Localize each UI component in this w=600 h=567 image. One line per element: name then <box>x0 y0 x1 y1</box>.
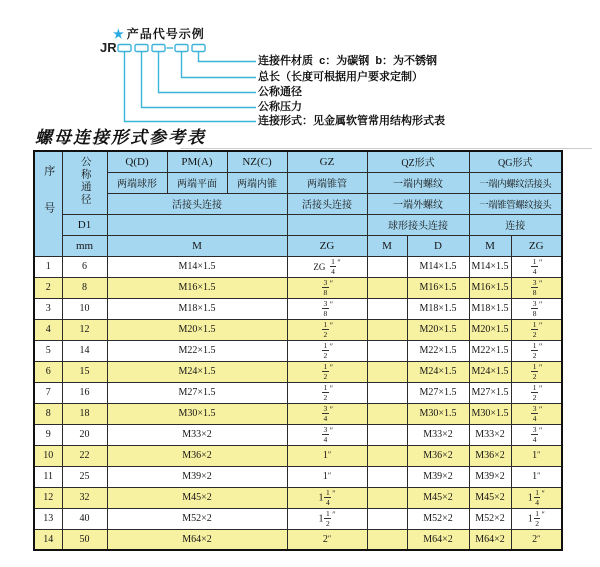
qg-m-thread: M16×1.5 <box>469 277 511 298</box>
diagram-title-text: 产品代号示例 <box>126 27 205 41</box>
dn-mm: 40 <box>62 508 107 529</box>
code-prefix: JR <box>100 40 117 55</box>
table-row <box>34 319 562 340</box>
row-number: 10 <box>34 445 62 466</box>
code-box-5 <box>192 45 205 52</box>
row-number: 12 <box>34 487 62 508</box>
row-number: 7 <box>34 382 62 403</box>
qg-zg-thread: 1 $\frac{1}{4}$ ″ <box>511 487 562 508</box>
row-number: 14 <box>34 529 62 550</box>
m-thread: M20×1.5 <box>107 319 287 340</box>
qg-zg-thread: $\frac{3}{8}$ ″ <box>511 277 562 298</box>
m-thread: M64×2 <box>107 529 287 550</box>
connector-line-material <box>199 52 257 62</box>
qz-m-thread <box>367 382 407 403</box>
gz-thread: $\frac{1}{2}$ ″ <box>287 361 367 382</box>
header-d1: D1 <box>62 214 107 235</box>
gz-thread: $\frac{3}{8}$ ″ <box>287 277 367 298</box>
gz-thread: 2″ <box>287 529 367 550</box>
qg-zg-thread: $\frac{1}{2}$ ″ <box>511 361 562 382</box>
m-thread: M27×1.5 <box>107 382 287 403</box>
label-length: 总长（长度可根据用户要求定制） <box>258 71 423 83</box>
table-row <box>34 256 562 277</box>
row-number: 11 <box>34 466 62 487</box>
table-row <box>34 361 562 382</box>
table-row <box>34 277 562 298</box>
connector-line-length <box>182 52 257 78</box>
qz-m-thread <box>367 256 407 277</box>
qz-d-thread: M64×2 <box>407 529 469 550</box>
header-qd-sub: 两端球形 <box>107 172 167 193</box>
qg-m-thread: M24×1.5 <box>469 361 511 382</box>
qz-d-thread: M14×1.5 <box>407 256 469 277</box>
table-row <box>34 487 562 508</box>
qg-m-thread: M64×2 <box>469 529 511 550</box>
header-pma-sub: 两端平面 <box>167 172 227 193</box>
header-qz-sub1: 一端内螺纹 <box>367 172 469 193</box>
table-row <box>34 298 562 319</box>
dn-mm: 15 <box>62 361 107 382</box>
table-row <box>34 382 562 403</box>
code-box-3 <box>152 45 165 52</box>
dn-mm: 25 <box>62 466 107 487</box>
qz-m-thread <box>367 361 407 382</box>
m-thread: M24×1.5 <box>107 361 287 382</box>
header-qz-sub2: 一端外螺纹 <box>367 193 469 214</box>
qg-zg-thread: 1″ <box>511 445 562 466</box>
header-unit-m: M <box>107 235 287 256</box>
dn-mm: 50 <box>62 529 107 550</box>
header-qg-form: QG形式 <box>469 151 562 172</box>
qz-m-thread <box>367 403 407 424</box>
code-box-1 <box>118 45 131 52</box>
qg-zg-thread: $\frac{1}{2}$ ″ <box>511 319 562 340</box>
qg-m-thread: M52×2 <box>469 508 511 529</box>
dn-mm: 14 <box>62 340 107 361</box>
qz-m-thread <box>367 277 407 298</box>
m-thread: M33×2 <box>107 424 287 445</box>
page-rule-line <box>180 148 592 149</box>
qz-d-thread: M20×1.5 <box>407 319 469 340</box>
header-nominal-dn: 公称通径 <box>62 151 107 214</box>
header-unit-qz-m: M <box>367 235 407 256</box>
qz-m-thread <box>367 466 407 487</box>
header-pma: PM(A) <box>167 151 227 172</box>
qz-d-thread: M24×1.5 <box>407 361 469 382</box>
gz-thread: $\frac{1}{2}$ ″ <box>287 382 367 403</box>
nut-connection-table <box>33 150 563 551</box>
table-row <box>34 529 562 550</box>
row-number: 4 <box>34 319 62 340</box>
code-box-4 <box>175 45 188 52</box>
gz-thread: 1 $\frac{1}{4}$ ″ <box>287 487 367 508</box>
row-number: 3 <box>34 298 62 319</box>
header-unit-qg-zg: ZG <box>511 235 562 256</box>
header-gz: GZ <box>287 151 367 172</box>
header-qg-sub1: 一端内螺纹活接头 <box>469 172 562 193</box>
header-gz-conn: 活接头连接 <box>287 193 367 214</box>
qg-m-thread: M30×1.5 <box>469 403 511 424</box>
qg-m-thread: M45×2 <box>469 487 511 508</box>
star-icon: ★ <box>113 27 125 41</box>
header-qz-form: QZ形式 <box>367 151 469 172</box>
qz-m-thread <box>367 319 407 340</box>
gz-thread: 1″ <box>287 445 367 466</box>
dn-mm: 20 <box>62 424 107 445</box>
qg-zg-thread: $\frac{3}{8}$ ″ <box>511 298 562 319</box>
gz-thread: $\frac{1}{2}$ ″ <box>287 319 367 340</box>
table-title: 螺母连接形式参考表 <box>35 128 206 148</box>
qg-zg-thread: 2″ <box>511 529 562 550</box>
header-gz-sub: 两端锥管 <box>287 172 367 193</box>
label-conn-form: 连接形式：见金属软管常用结构形式表 <box>258 115 445 127</box>
dn-mm: 16 <box>62 382 107 403</box>
qz-d-thread: M18×1.5 <box>407 298 469 319</box>
header-nzc-sub: 两端内锥 <box>227 172 287 193</box>
dn-mm: 8 <box>62 277 107 298</box>
row-number: 5 <box>34 340 62 361</box>
dn-mm: 22 <box>62 445 107 466</box>
dn-mm: 12 <box>62 319 107 340</box>
header-qz-conn: 球形接头连接 <box>367 214 469 235</box>
label-pn: 公称压力 <box>258 101 302 113</box>
table-body <box>34 256 562 550</box>
qg-zg-thread: 1″ <box>511 466 562 487</box>
m-thread: M22×1.5 <box>107 340 287 361</box>
m-thread: M16×1.5 <box>107 277 287 298</box>
qz-d-thread: M52×2 <box>407 508 469 529</box>
gz-thread: 1″ <box>287 466 367 487</box>
qg-m-thread: M27×1.5 <box>469 382 511 403</box>
header-seq-no: 序号 <box>34 151 62 256</box>
qg-zg-thread: $\frac{3}{4}$ ″ <box>511 424 562 445</box>
row-number: 6 <box>34 361 62 382</box>
table-row <box>34 403 562 424</box>
qz-d-thread: M39×2 <box>407 466 469 487</box>
row-number: 9 <box>34 424 62 445</box>
qz-m-thread <box>367 445 407 466</box>
qz-m-thread <box>367 298 407 319</box>
qz-d-thread: M22×1.5 <box>407 340 469 361</box>
qg-m-thread: M14×1.5 <box>469 256 511 277</box>
qg-m-thread: M33×2 <box>469 424 511 445</box>
table-row <box>34 424 562 445</box>
header-union-conn: 活接头连接 <box>107 193 287 214</box>
table-row <box>34 340 562 361</box>
qz-d-thread: M27×1.5 <box>407 382 469 403</box>
label-dn: 公称通径 <box>258 86 302 98</box>
qz-m-thread <box>367 487 407 508</box>
header-unit-zg: ZG <box>287 235 367 256</box>
qg-zg-thread: $\frac{1}{2}$ ″ <box>511 340 562 361</box>
connector-line-dn <box>159 52 257 93</box>
qg-zg-thread: $\frac{1}{4}$ ″ <box>511 256 562 277</box>
m-thread: M52×2 <box>107 508 287 529</box>
gz-thread: $\frac{3}{4}$ ″ <box>287 403 367 424</box>
header-qd: Q(D) <box>107 151 167 172</box>
m-thread: M45×2 <box>107 487 287 508</box>
qg-m-thread: M39×2 <box>469 466 511 487</box>
qg-zg-thread: 1 $\frac{1}{2}$ ″ <box>511 508 562 529</box>
m-thread: M39×2 <box>107 466 287 487</box>
table-row <box>34 508 562 529</box>
table-row <box>34 445 562 466</box>
row-number: 13 <box>34 508 62 529</box>
qz-d-thread: M30×1.5 <box>407 403 469 424</box>
qz-d-thread: M45×2 <box>407 487 469 508</box>
header-unit-mm: mm <box>62 235 107 256</box>
m-thread: M14×1.5 <box>107 256 287 277</box>
header-nzc: NZ(C) <box>227 151 287 172</box>
row-number: 2 <box>34 277 62 298</box>
dn-mm: 18 <box>62 403 107 424</box>
header-qg-sub2: 一端锥管螺纹接头 <box>469 193 562 214</box>
header-empty-left <box>107 214 287 235</box>
header-qg-conn: 连接 <box>469 214 562 235</box>
header-unit-qz-d: D <box>407 235 469 256</box>
gz-thread: ZG $\frac{1}{4}$ ″ <box>287 256 367 277</box>
qg-m-thread: M22×1.5 <box>469 340 511 361</box>
dn-mm: 32 <box>62 487 107 508</box>
table-row <box>34 466 562 487</box>
m-thread: M18×1.5 <box>107 298 287 319</box>
qg-m-thread: M36×2 <box>469 445 511 466</box>
qg-m-thread: M20×1.5 <box>469 319 511 340</box>
qz-d-thread: M33×2 <box>407 424 469 445</box>
m-thread: M36×2 <box>107 445 287 466</box>
gz-thread: $\frac{3}{4}$ ″ <box>287 424 367 445</box>
qg-zg-thread: $\frac{1}{2}$ ″ <box>511 382 562 403</box>
header-unit-qg-m: M <box>469 235 511 256</box>
gz-thread: 1 $\frac{1}{2}$ ″ <box>287 508 367 529</box>
m-thread: M30×1.5 <box>107 403 287 424</box>
row-number: 8 <box>34 403 62 424</box>
qz-d-thread: M36×2 <box>407 445 469 466</box>
qg-m-thread: M18×1.5 <box>469 298 511 319</box>
table-header <box>34 151 562 256</box>
qz-m-thread <box>367 508 407 529</box>
gz-thread: $\frac{3}{8}$ ″ <box>287 298 367 319</box>
qz-m-thread <box>367 529 407 550</box>
row-number: 1 <box>34 256 62 277</box>
header-empty-gz <box>287 214 367 235</box>
qz-m-thread <box>367 340 407 361</box>
qg-zg-thread: $\frac{3}{4}$ ″ <box>511 403 562 424</box>
label-material: 连接件材质 c：为碳钢 b：为不锈钢 <box>258 55 438 67</box>
dn-mm: 6 <box>62 256 107 277</box>
gz-thread: $\frac{1}{2}$ ″ <box>287 340 367 361</box>
dn-mm: 10 <box>62 298 107 319</box>
qz-m-thread <box>367 424 407 445</box>
qz-d-thread: M16×1.5 <box>407 277 469 298</box>
code-box-2 <box>135 45 148 52</box>
